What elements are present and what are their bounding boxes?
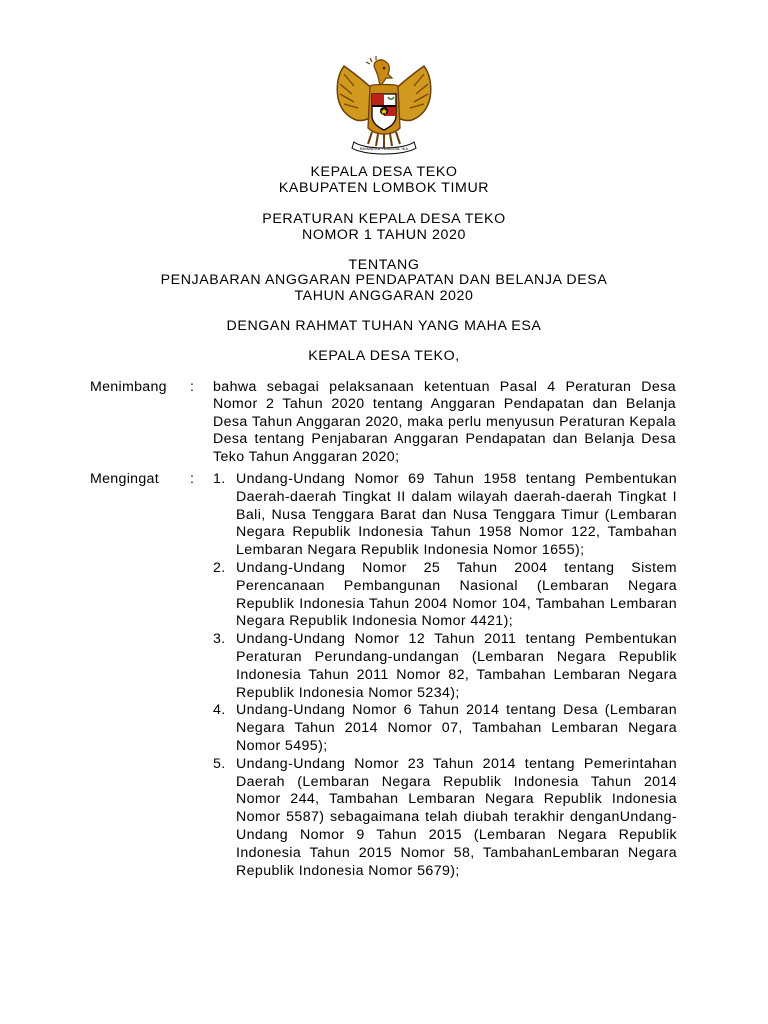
menimbang-text: bahwa sebagai pelaksanaan ketentuan Pasal 4 Peraturan Desa Nomor 2 Tahun 2020 tentang Anggaran Pendapatan dan Belanja Desa Tahun Anggaran 2020, maka perlu menyusun Peraturan Kepala Desa tentang Penjabaran Anggaran Pendapatan dan Belanja Desa Teko Tahun Anggaran 2020;	[213, 379, 676, 465]
list-item-number: 2.	[213, 559, 226, 576]
emblem-motto: BHINNEKA TUNGGAL IKA	[359, 146, 409, 151]
list-item-text: Undang-Undang Nomor 69 Tahun 1958 tentang Pembentukan Daerah-daerah Tingkat II dalam wilayah daerah-daerah Tingkat I Bali, Nusa Tenggara Barat dan Nusa Tenggara Timur (Lembaran Negara Republik Indonesia Tahun 1958 Nomor 122, Tambahan Lembaran Negara Republik Indonesia Nomor 1655);	[236, 471, 677, 559]
list-item-text: Undang-Undang Nomor 12 Tahun 2011 tentang Pembentukan Peraturan Perundang-undangan (Lembaran Negara Republik Indonesia Tahun 2011 Nomor 82, Tambahan Lembaran Negara Republik Indonesia Nomor 5234);	[236, 631, 677, 701]
regulation-title: PERATURAN KEPALA DESA TEKO	[262, 211, 506, 227]
list-item	[213, 631, 683, 702]
menimbang-colon: :	[190, 379, 194, 395]
list-item-number: 1.	[213, 471, 226, 487]
regency-title: KABUPATEN LOMBOK TIMUR	[278, 180, 490, 196]
list-item-number: 4.	[213, 702, 226, 719]
preamble-phrase: DENGAN RAHMAT TUHAN YANG MAHA ESA	[226, 318, 542, 334]
list-item-text: Undang-Undang Nomor 23 Tahun 2014 tentang Pemerintahan Daerah (Lembaran Negara Republik Indonesia Tahun 2014 Nomor 244, Tambahan Lembaran Negara Republik Indonesia Nomor 5587) sebagaimana telah diubah terakhir denganUndang-Undang Nomor 9 Tahun 2015 (Lembaran Negara Republik Indonesia Tahun 2015 Nomor 58, TambahanLembaran Negara Republik Indonesia Nomor 5679);	[236, 755, 677, 879]
list-item-text: Undang-Undang Nomor 6 Tahun 2014 tentang Desa (Lembaran Negara Tahun 2014 Nomor 07, Tambahan Lembaran Negara Nomor 5495);	[236, 702, 677, 754]
regulation-number: NOMOR 1 TAHUN 2020	[301, 227, 466, 243]
menimbang-label: Menimbang	[90, 379, 167, 395]
fiscal-year: TAHUN ANGGARAN 2020	[294, 288, 474, 304]
list-item	[213, 756, 683, 881]
mengingat-label: Mengingat	[90, 471, 159, 487]
list-item-number: 5.	[213, 755, 226, 772]
list-item	[213, 471, 683, 560]
issuer-title: KEPALA DESA TEKO	[310, 164, 458, 180]
list-item-number: 3.	[213, 631, 226, 648]
list-item	[213, 702, 683, 755]
tentang-heading: TENTANG	[348, 257, 420, 273]
mengingat-list	[213, 471, 683, 880]
list-item-text: Undang-Undang Nomor 25 Tahun 2004 tentang Sistem Perencanaan Pembangunan Nasional (Lembaran Negara Republik Indonesia Tahun 2004 Nomor 104, Tambahan Lembaran Negara Republik Indonesia Nomor 4421);	[236, 559, 677, 630]
list-item	[213, 560, 683, 631]
garuda-pancasila-emblem-icon	[330, 56, 438, 156]
mengingat-colon: :	[190, 471, 194, 487]
authority-line: KEPALA DESA TEKO,	[308, 348, 460, 364]
regulation-subject: PENJABARAN ANGGARAN PENDAPATAN DAN BELANJA DESA	[160, 272, 608, 288]
